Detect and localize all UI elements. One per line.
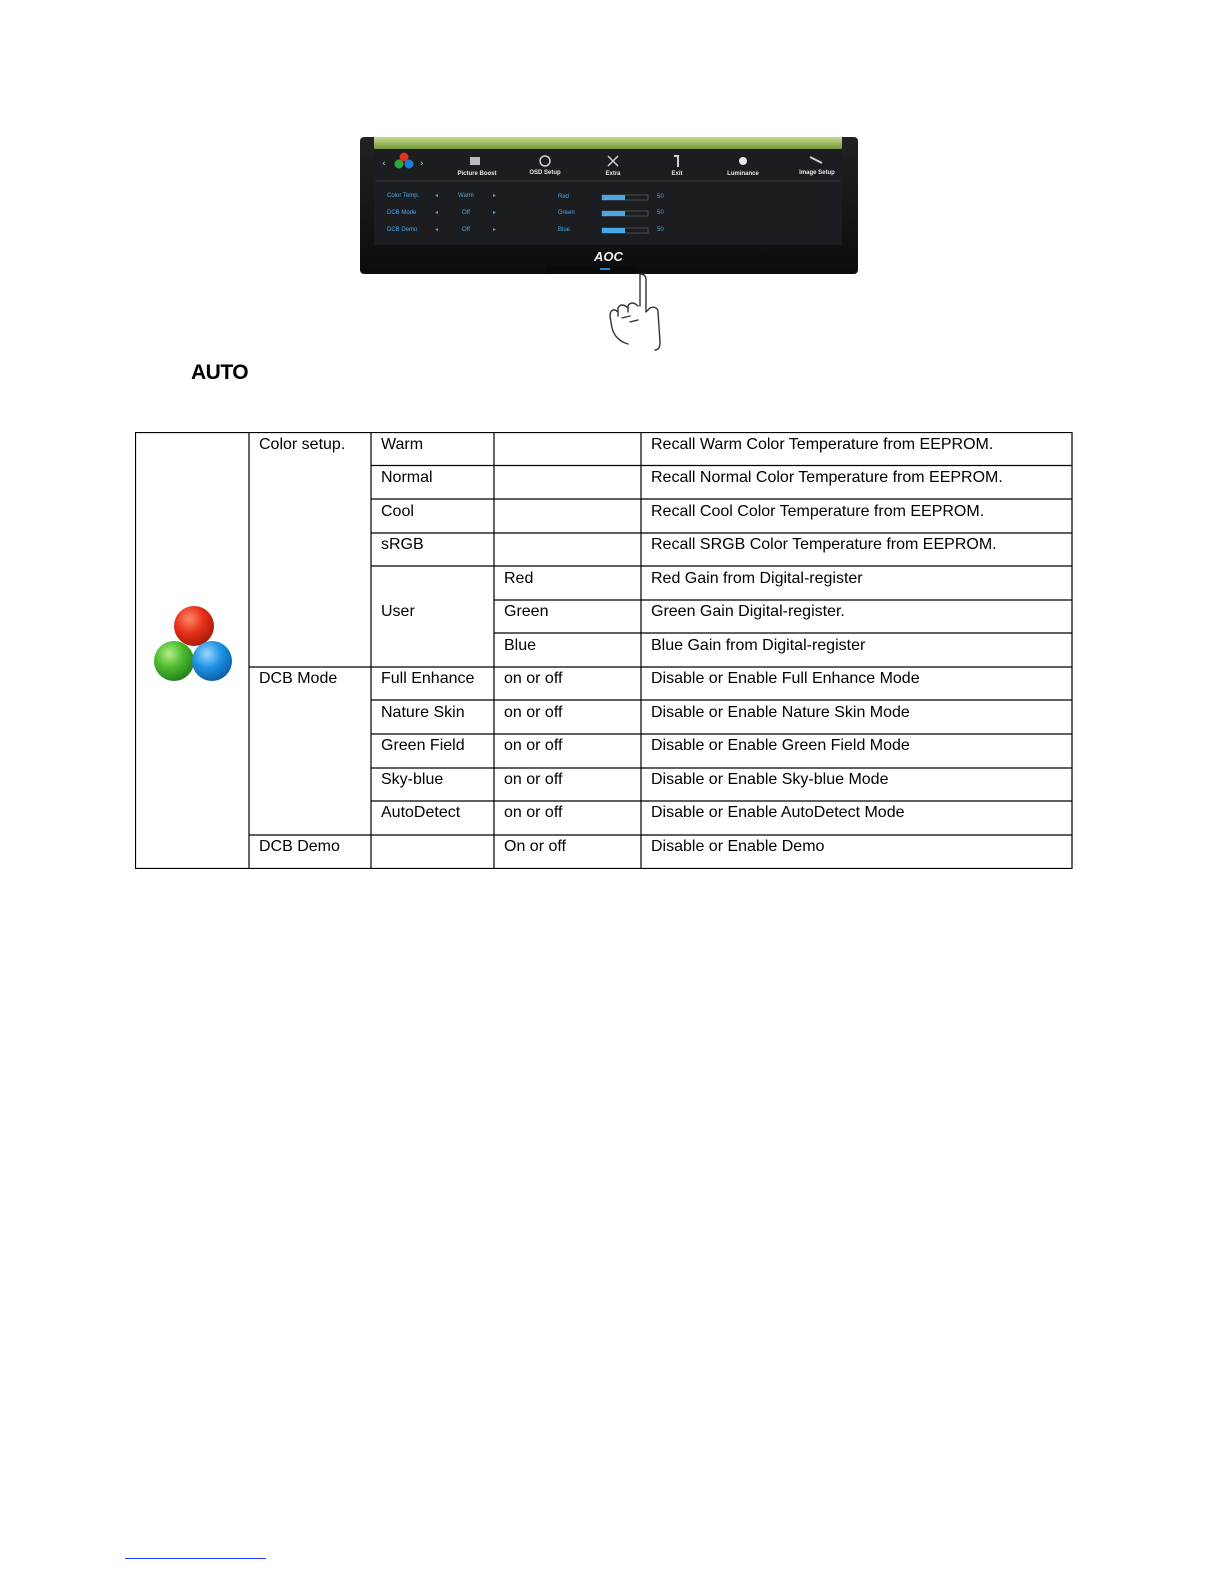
osd-tab-exit[interactable]: Exit	[671, 171, 683, 177]
table-description: Disable or Enable Green Field Mode	[651, 737, 910, 754]
osd-setting-label: Color Temp.	[387, 193, 420, 199]
color-setup-icon	[152, 605, 234, 685]
table-description: Recall SRGB Color Temperature from EEPROM.	[651, 536, 997, 553]
osd-setting-value[interactable]: Off	[462, 210, 470, 216]
osd-tab-osd-setup[interactable]: OSD Setup	[529, 170, 561, 176]
table-description: Disable or Enable Sky-blue Mode	[651, 771, 889, 788]
table-description: Recall Warm Color Temperature from EEPROM.	[651, 436, 994, 453]
table-item: Warm	[381, 436, 424, 453]
group-dcb-demo: DCB Demo	[259, 838, 340, 855]
table-item: Green Field	[381, 737, 465, 754]
table-item: sRGB	[381, 536, 424, 553]
table-item: Sky-blue	[381, 771, 444, 788]
table-option: on or off	[504, 670, 563, 687]
osd-right-arrow-icon[interactable]: ▸	[493, 210, 497, 216]
group-dcb-mode: DCB Mode	[259, 670, 338, 687]
table-option: on or off	[504, 737, 563, 754]
table-option: Red	[504, 570, 534, 587]
table-description: Green Gain Digital-register.	[651, 603, 845, 620]
osd-right-arrow-icon[interactable]: ▸	[493, 227, 497, 233]
group-color-setup: Color setup.	[259, 436, 346, 453]
brand-logo: AOC	[594, 249, 623, 264]
table-option: Green	[504, 603, 549, 620]
table-option: On or off	[504, 838, 566, 855]
table-option: on or off	[504, 771, 563, 788]
table-description: Blue Gain from Digital-register	[651, 637, 866, 654]
table-item: Nature Skin	[381, 704, 465, 721]
osd-tab-picture-boost[interactable]: Picture Boost	[457, 171, 497, 177]
table-description: Disable or Enable Nature Skin Mode	[651, 704, 910, 721]
footnote-separator	[125, 1558, 266, 1559]
osd-setting-label: DCB Mode	[387, 210, 417, 216]
table-option: Blue	[504, 637, 537, 654]
osd-tab-extra[interactable]: Extra	[605, 171, 621, 177]
osd-gain-label: Green	[558, 210, 575, 216]
table-option: on or off	[504, 804, 563, 821]
gain-bar-fill	[602, 195, 625, 200]
table-item: Cool	[381, 503, 414, 520]
table-item: User	[381, 603, 415, 620]
section-heading: AUTO	[191, 361, 249, 384]
svg-text:‹: ‹	[382, 159, 386, 169]
table-grid	[135, 432, 1073, 869]
settings-table	[135, 432, 1073, 869]
osd-gain-value: 50	[657, 194, 664, 200]
table-description: Recall Normal Color Temperature from EEPROM.	[651, 469, 1003, 486]
gain-bar-fill	[602, 228, 625, 233]
osd-right-arrow-icon[interactable]: ▸	[493, 193, 497, 199]
osd-setting-value[interactable]: Off	[462, 227, 470, 233]
hand-pointer-icon	[600, 272, 670, 352]
table-description: Disable or Enable Full Enhance Mode	[651, 670, 920, 687]
osd-left-arrow-icon[interactable]: ◂	[435, 193, 439, 199]
table-description: Recall Cool Color Temperature from EEPROM.	[651, 503, 985, 520]
table-item: Full Enhance	[381, 670, 475, 687]
osd-gain-label: Blue	[558, 227, 571, 233]
table-description: Disable or Enable Demo	[651, 838, 825, 855]
svg-text:›: ›	[420, 159, 424, 169]
osd-setting-value[interactable]: Warm	[458, 193, 474, 199]
osd-setting-label: DCB Demo	[387, 227, 418, 233]
gain-bar-fill	[602, 211, 625, 216]
osd-gain-value: 50	[657, 210, 664, 216]
monitor-photo	[360, 137, 858, 274]
osd-tab-image-setup[interactable]: Image Setup	[799, 170, 835, 176]
table-description: Red Gain from Digital-register	[651, 570, 863, 587]
osd-gain-value: 50	[657, 227, 664, 233]
table-description: Disable or Enable AutoDetect Mode	[651, 804, 905, 821]
osd-gain-label: Red	[558, 194, 570, 200]
osd-left-arrow-icon[interactable]: ◂	[435, 210, 439, 216]
osd-left-arrow-icon[interactable]: ◂	[435, 227, 439, 233]
osd-tab-luminance[interactable]: Luminance	[727, 171, 759, 177]
table-option: on or off	[504, 704, 563, 721]
table-item: Normal	[381, 469, 433, 486]
table-item: AutoDetect	[381, 804, 461, 821]
